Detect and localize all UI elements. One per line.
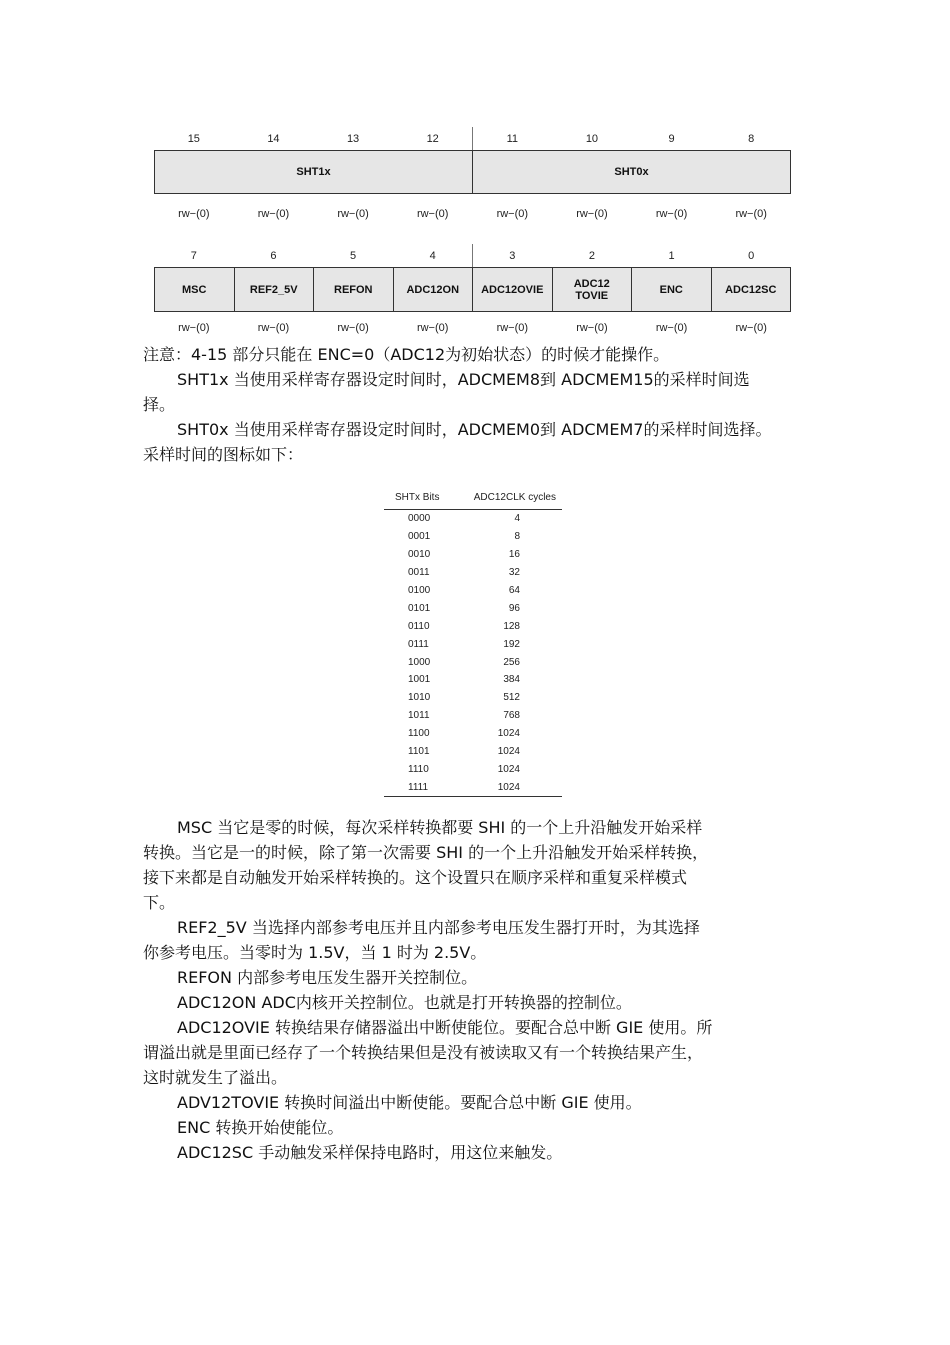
shtx-bits-cell: 0100	[408, 585, 431, 596]
table-row	[384, 671, 562, 689]
access-label: rw−(0)	[257, 208, 290, 220]
clk-cycles-cell: 192	[503, 638, 520, 650]
access-label: rw−(0)	[416, 322, 449, 334]
access-row-low	[154, 312, 791, 334]
access-label: rw−(0)	[735, 322, 767, 334]
clk-cycles-cell: 128	[503, 620, 520, 632]
sht0x-line: SHT0x 当使用采样寄存器设定时间时，ADCMEM0到 ADCMEM7的采样时间选择。	[177, 420, 772, 439]
ovie-line: 谓溢出就是里面已经存了一个转换结果但是没有被读取又有一个转换结果产生，	[143, 1043, 704, 1062]
clk-cycles-cell: 768	[503, 710, 520, 722]
bit-number: 4	[429, 250, 436, 262]
bit-number: 11	[506, 133, 519, 145]
msc-line: 下。	[143, 893, 176, 912]
bit-number: 7	[190, 250, 197, 262]
access-label: rw−(0)	[416, 208, 449, 220]
table-row	[384, 635, 562, 653]
table-row	[384, 689, 562, 707]
shtx-bits-cell: 1101	[408, 746, 430, 758]
bit-number: 3	[509, 250, 516, 262]
clk-cycles-cell: 1024	[497, 728, 520, 740]
field-enc: ENC	[631, 268, 711, 311]
field-msc: MSC	[182, 283, 207, 296]
access-label: rw−(0)	[655, 322, 688, 334]
msc-line: 接下来都是自动触发开始采样转换的。这个设置只在顺序采样和重复采样模式	[143, 868, 688, 887]
access-label: rw−(0)	[496, 208, 529, 220]
descriptions-text	[143, 815, 813, 1165]
access-label: rw−(0)	[496, 322, 529, 334]
access-label: rw−(0)	[337, 208, 369, 220]
shtx-bits-cell: 0101	[408, 602, 431, 614]
table-row	[384, 707, 562, 725]
bit-number: 5	[350, 250, 357, 262]
table-body	[384, 510, 562, 797]
table-header-row	[384, 485, 562, 510]
access-label: rw−(0)	[178, 208, 210, 220]
clk-cycles-cell: 1024	[497, 763, 520, 775]
bit-number: 6	[270, 250, 277, 262]
field-refon: REFON	[313, 268, 393, 311]
ref-line: REF2_5V 当选择内部参考电压并且内部参考电压发生器打开时，为其选择	[177, 918, 700, 937]
bit-number: 8	[748, 133, 755, 145]
shtx-bits-cell: 1111	[384, 778, 453, 796]
access-label: rw−(0)	[576, 322, 608, 334]
field-adc12tovie: ADC12 TOVIE	[552, 268, 632, 311]
table-row	[384, 653, 562, 671]
clk-cycles-cell: 1024	[497, 746, 520, 758]
shtx-bits-cell: 1011	[408, 710, 430, 722]
bit-number: 14	[267, 133, 280, 145]
shtx-bits-cell: 0010	[408, 549, 431, 561]
access-row-high	[154, 194, 791, 220]
clk-cycles-cell: 384	[503, 674, 520, 686]
access-label: rw−(0)	[178, 322, 210, 334]
chart-intro-line: 采样时间的图标如下：	[143, 445, 304, 464]
adc12sc-line: ADC12SC 手动触发采样保持电路时，用这位来触发。	[177, 1143, 563, 1162]
clk-cycles-cell: 8	[514, 531, 520, 543]
clk-cycles-cell: 32	[508, 567, 520, 579]
clk-cycles-cell: 256	[503, 656, 520, 668]
shtx-bits-cell: 1001	[408, 674, 431, 686]
intro-text	[143, 342, 813, 467]
shtx-bits-cell: 0111	[408, 638, 429, 650]
bit-number: 12	[426, 133, 439, 145]
bit-number: 0	[748, 250, 755, 262]
sht1x-line: SHT1x 当使用采样寄存器设定时间时，ADCMEM8到 ADCMEM15的采样时间选	[177, 370, 750, 389]
header-adc12clk-cycles: ADC12CLK cycles	[453, 485, 562, 510]
shtx-bits-cell: 0011	[408, 567, 430, 579]
field-sht1x: SHT1x	[296, 166, 331, 178]
clk-cycles-cell: 512	[503, 692, 520, 704]
table-row	[384, 564, 562, 582]
clk-cycles-cell: 64	[508, 585, 520, 596]
clk-cycles-cell: 1024	[453, 778, 562, 796]
access-label: rw−(0)	[337, 322, 369, 334]
table-row	[384, 510, 562, 528]
shtx-bits-cell: 0001	[408, 531, 431, 543]
access-label: rw−(0)	[257, 322, 290, 334]
field-sht0x: SHT0x	[472, 151, 790, 193]
sht1x-line-cont: 择。	[143, 395, 176, 414]
clk-cycles-cell: 16	[508, 549, 520, 561]
access-label: rw−(0)	[735, 208, 767, 220]
shtx-bits-cell: 1010	[408, 692, 431, 704]
register-fields-high	[154, 150, 791, 194]
bit-number: 1	[668, 250, 675, 262]
byte-divider	[472, 127, 473, 150]
shtx-bits-cell: 0000	[408, 513, 431, 525]
bit-number: 10	[585, 133, 599, 145]
field-ref2-5v: REF2_5V	[234, 268, 314, 311]
field-adc12ovie: ADC12OVIE	[472, 268, 552, 311]
table-row	[384, 582, 562, 600]
clk-cycles-cell: 4	[514, 513, 520, 525]
note-line: 注意：4-15 部分只能在 ENC=0（ADC12为初始状态）的时候才能操作。	[143, 345, 670, 364]
byte-divider	[472, 244, 473, 267]
refon-line: REFON 内部参考电压发生器开关控制位。	[177, 968, 478, 987]
table-row	[384, 617, 562, 635]
table-row	[384, 546, 562, 564]
field-adc12sc: ADC12SC	[711, 268, 791, 311]
tovie-line: ADV12TOVIE 转换时间溢出中断使能。要配合总中断 GIE 使用。	[177, 1093, 642, 1112]
access-label: rw−(0)	[655, 208, 688, 220]
clk-cycles-cell: 96	[508, 602, 520, 614]
ovie-line: 这时就发生了溢出。	[143, 1068, 288, 1087]
header-shtx-bits: SHTx Bits	[384, 485, 453, 510]
shtx-bits-cell: 1100	[408, 728, 430, 740]
enc-line: ENC 转换开始使能位。	[177, 1118, 344, 1137]
table-row	[384, 528, 562, 546]
shtx-bits-cell: 1110	[408, 763, 429, 775]
bit-number: 2	[588, 250, 595, 262]
adc12on-line: ADC12ON ADC内核开关控制位。也就是打开转换器的控制位。	[177, 993, 632, 1012]
msc-line: 转换。当它是一的时候，除了第一次需要 SHI 的一个上升沿触发开始采样转换，	[143, 843, 709, 862]
ovie-line: ADC12OVIE 转换结果存储器溢出中断使能位。要配合总中断 GIE 使用。所	[177, 1018, 713, 1037]
shtx-bits-cell: 0110	[408, 620, 430, 632]
bit-number: 13	[346, 133, 360, 145]
table-row	[384, 760, 562, 778]
bit-number: 15	[187, 133, 200, 145]
table-row	[384, 599, 562, 617]
shtx-bits-cell: 1000	[408, 656, 431, 668]
table-row	[384, 743, 562, 761]
register-fields-low	[154, 267, 791, 312]
field-adc12on: ADC12ON	[393, 268, 473, 311]
table-row	[384, 725, 562, 743]
bit-number: 9	[668, 133, 675, 145]
ref-line: 你参考电压。当零时为 1.5V，当 1 时为 2.5V。	[143, 943, 487, 962]
msc-line: MSC 当它是零的时候，每次采样转换都要 SHI 的一个上升沿触发开始采样	[177, 818, 703, 837]
table-row	[384, 778, 562, 796]
access-label: rw−(0)	[576, 208, 608, 220]
sample-time-table	[384, 485, 562, 797]
